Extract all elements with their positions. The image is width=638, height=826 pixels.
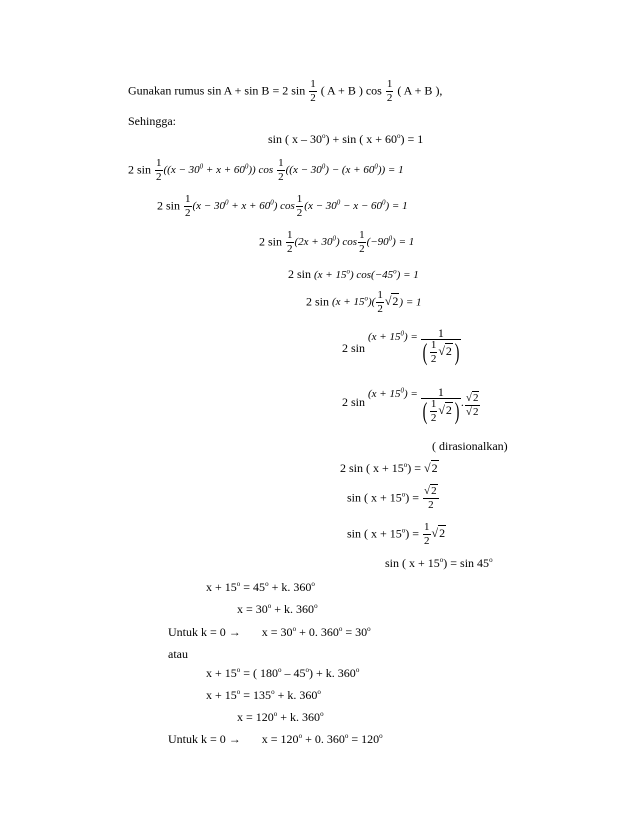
text: (x + 15 [314,269,347,281]
formula-line-13 [347,486,440,511]
text: ) cos [335,236,358,249]
degree: 0 [400,329,404,338]
text: + x + 60 [203,164,245,177]
text: x + 15 [206,688,237,702]
text: + k. 360 [277,710,321,724]
text: (x − 30 [192,200,225,213]
text: ) = [407,461,422,475]
degree: o [298,732,303,740]
fraction [386,79,394,104]
degree: o [317,688,321,696]
sqrt: √2 [431,526,446,541]
numerator: 1 [310,78,316,90]
fraction [358,230,366,255]
big-fraction: 1 ( $\frac{1}{2}$ √2 ) [422,326,460,366]
formula-line-16 [206,581,315,593]
formula-line-7 [288,268,419,281]
sqrt: √2 [438,344,452,359]
degree: o [379,732,383,740]
degree: o [346,267,350,276]
degree: 0 [224,198,229,207]
text: 2 sin [306,294,330,309]
fraction [423,522,431,547]
formula-line-4 [128,158,404,183]
text: ) = sin 45 [443,556,490,570]
text: 2 sin [157,198,181,213]
radicand: 2 [472,391,479,404]
degree: o [267,602,272,610]
text: ((x − 30 [285,164,322,177]
text: + 0. 360 [296,625,339,639]
text: (x + 15 [332,296,365,309]
big-fraction: 1 ( $\frac{1}{2}$ √2 ) [422,385,460,425]
formula-line-22 [237,711,324,723]
fraction [296,194,304,219]
sqrt: √2 [424,461,438,475]
degree: o [403,461,408,469]
degree: o [355,666,360,674]
degree: 0 [321,162,326,171]
text: ) + k. 360 [309,666,356,680]
text: . [460,394,464,409]
dirasionalkan-note: ( dirasionalkan) [432,439,508,453]
text: )( [367,296,376,309]
text: ) = 1 [396,269,419,281]
fraction [184,194,192,219]
radicand: 2 [431,461,438,475]
text: ) = 1 [385,200,408,213]
numerator: 1 [278,157,284,169]
radicand: 2 [472,405,479,418]
degree: 0 [400,386,404,395]
text: ) cos(−45 [349,269,394,281]
fraction [155,158,163,183]
text: ) − (x + 60 [325,164,375,177]
degree: o [401,490,406,499]
text: sin ( x + 15 [347,490,402,505]
formula-line-20 [206,667,359,679]
denominator: 2 [310,92,316,104]
degree: o [397,132,401,140]
degree: o [439,556,444,564]
degree: o [489,556,493,564]
numerator: 1 [386,78,393,90]
text: + 0. 360 [302,732,345,746]
radicand: 2 [445,403,452,418]
text: )) = 1 [377,164,404,177]
text: x = 120 [261,732,299,746]
numerator: 1 [156,157,162,169]
text: 2 sin [342,341,366,355]
degree: o [401,526,406,535]
text: (x + 15 [368,387,401,400]
atau-label: atau [168,647,188,661]
formula-line-15 [385,557,493,569]
degree: o [311,580,315,588]
text: + k. 360 [268,580,312,594]
fraction [277,158,285,183]
text: sin ( x + 15 [385,556,440,570]
text: 2 sin ( x + 15 [340,461,404,475]
denominator: 2 [386,92,393,104]
text: (x − 30 [304,200,337,213]
degree: 0 [270,198,274,207]
text: x = 30 [237,602,268,616]
text: − x − 60 [340,200,382,213]
formula-line-10 [342,384,481,425]
text: Untuk k = 0 → [168,625,241,639]
text: + x + 60 [228,200,271,213]
degree: o [367,625,371,633]
degree: o [273,710,278,718]
degree: o [322,132,326,140]
text: 2 sin [259,234,283,249]
degree: 0 [244,162,249,171]
text: ) + sin ( x + 60 [325,132,398,146]
formula-line-12 [340,462,439,474]
text: 2 sin [288,267,312,281]
denominator: 2 [377,303,383,315]
formula-line-1 [128,79,442,104]
text: ( A + B ), [397,83,443,98]
denominator: 2 [278,171,284,183]
numerator: √2 [424,485,437,497]
degree: o [236,666,241,674]
numerator: 1 [185,193,191,205]
text: = 30 [342,625,368,639]
degree: o [320,710,324,718]
text: x + 15 [206,666,237,680]
fraction [430,399,438,424]
degree: o [278,666,282,674]
formula-line-18 [168,626,371,638]
sqrt: √2 [438,403,452,418]
denominator: 2 [430,353,437,365]
text: ) = [403,387,418,400]
formula-line-3 [268,133,423,145]
text: ) = [403,330,418,343]
text: – 45 [281,666,306,680]
denominator: 2 [359,243,365,255]
text: ) = [405,526,420,541]
denominator: 2 [428,499,434,511]
degree: o [236,580,241,588]
text: sin ( x – 30 [268,132,322,146]
text: )) cos [248,164,274,177]
degree: o [344,732,349,740]
text: ) cos [273,200,295,213]
numerator: √2 [465,391,479,404]
formula-line-21 [206,689,321,701]
text: (−90 [366,236,389,249]
fraction [423,486,439,511]
text: ) = [405,490,420,505]
fraction [309,79,317,104]
denominator: 2 [296,207,303,219]
text: ) = 1 [399,296,422,309]
formula-line-6 [259,230,414,255]
denominator: 2 [424,535,430,547]
numerator: 1 [421,386,461,399]
formula-line-9 [342,326,461,367]
text: 2 sin [128,162,152,177]
numerator: 1 [421,327,461,340]
text: + k. 360 [274,688,318,702]
sqrt: √2 [384,294,399,309]
text: ((x − 30 [163,164,200,177]
degree: o [292,625,297,633]
degree: o [314,602,318,610]
degree: 0 [388,234,393,243]
degree: o [271,688,275,696]
formula-line-17 [237,603,318,615]
denominator: 2 [287,243,293,255]
degree: o [305,666,310,674]
numerator: 1 [296,193,303,205]
numerator: 1 [287,229,293,241]
numerator: 1 [424,521,430,533]
numerator: 1 [377,289,383,301]
fraction [465,393,481,418]
numerator: 1 [359,229,365,241]
degree: 0 [336,198,341,207]
denominator: 2 [430,412,437,424]
radicand: 2 [392,294,399,309]
sehingga-label: Sehingga: [128,114,176,128]
text: x = 120 [237,710,274,724]
text: Untuk k = 0 → [168,732,241,746]
text: = 120 [348,732,380,746]
text: ) = 1 [392,236,415,249]
degree: o [338,625,343,633]
text: = ( 180 [240,666,279,680]
text: x + 15 [206,580,237,594]
text: ) = 1 [400,132,424,146]
numerator: 1 [430,339,437,351]
fraction [376,290,384,315]
text: (2x + 30 [294,236,333,249]
fraction [286,230,294,255]
text: x = 30 [261,625,293,639]
radicand: 2 [439,526,446,541]
text: 2 sin [342,394,366,409]
formula-line-5 [157,194,408,219]
formula-line-8 [306,290,422,315]
text: (x + 15 [368,330,401,343]
degree: o [393,267,397,276]
degree: 0 [374,162,378,171]
denominator: 2 [185,207,191,219]
formula-line-14 [347,522,446,547]
text: + k. 360 [271,602,315,616]
formula-line-23 [168,733,383,745]
text: = 135 [240,688,272,702]
denominator: √2 [465,405,479,418]
fraction [430,340,438,365]
text: = 45 [240,580,266,594]
degree: o [364,294,368,303]
numerator: 1 [430,398,437,410]
degree: o [236,688,241,696]
degree: 0 [199,162,204,171]
denominator: 2 [156,171,162,183]
text: ( A + B ) cos [320,83,382,98]
text: sin ( x + 15 [347,526,402,541]
text: Gunakan rumus sin A + sin B = 2 sin [128,83,306,98]
radicand: 2 [445,344,452,359]
degree: 0 [332,234,336,243]
degree: 0 [382,198,386,207]
radicand: 2 [431,485,437,497]
degree: o [265,580,269,588]
